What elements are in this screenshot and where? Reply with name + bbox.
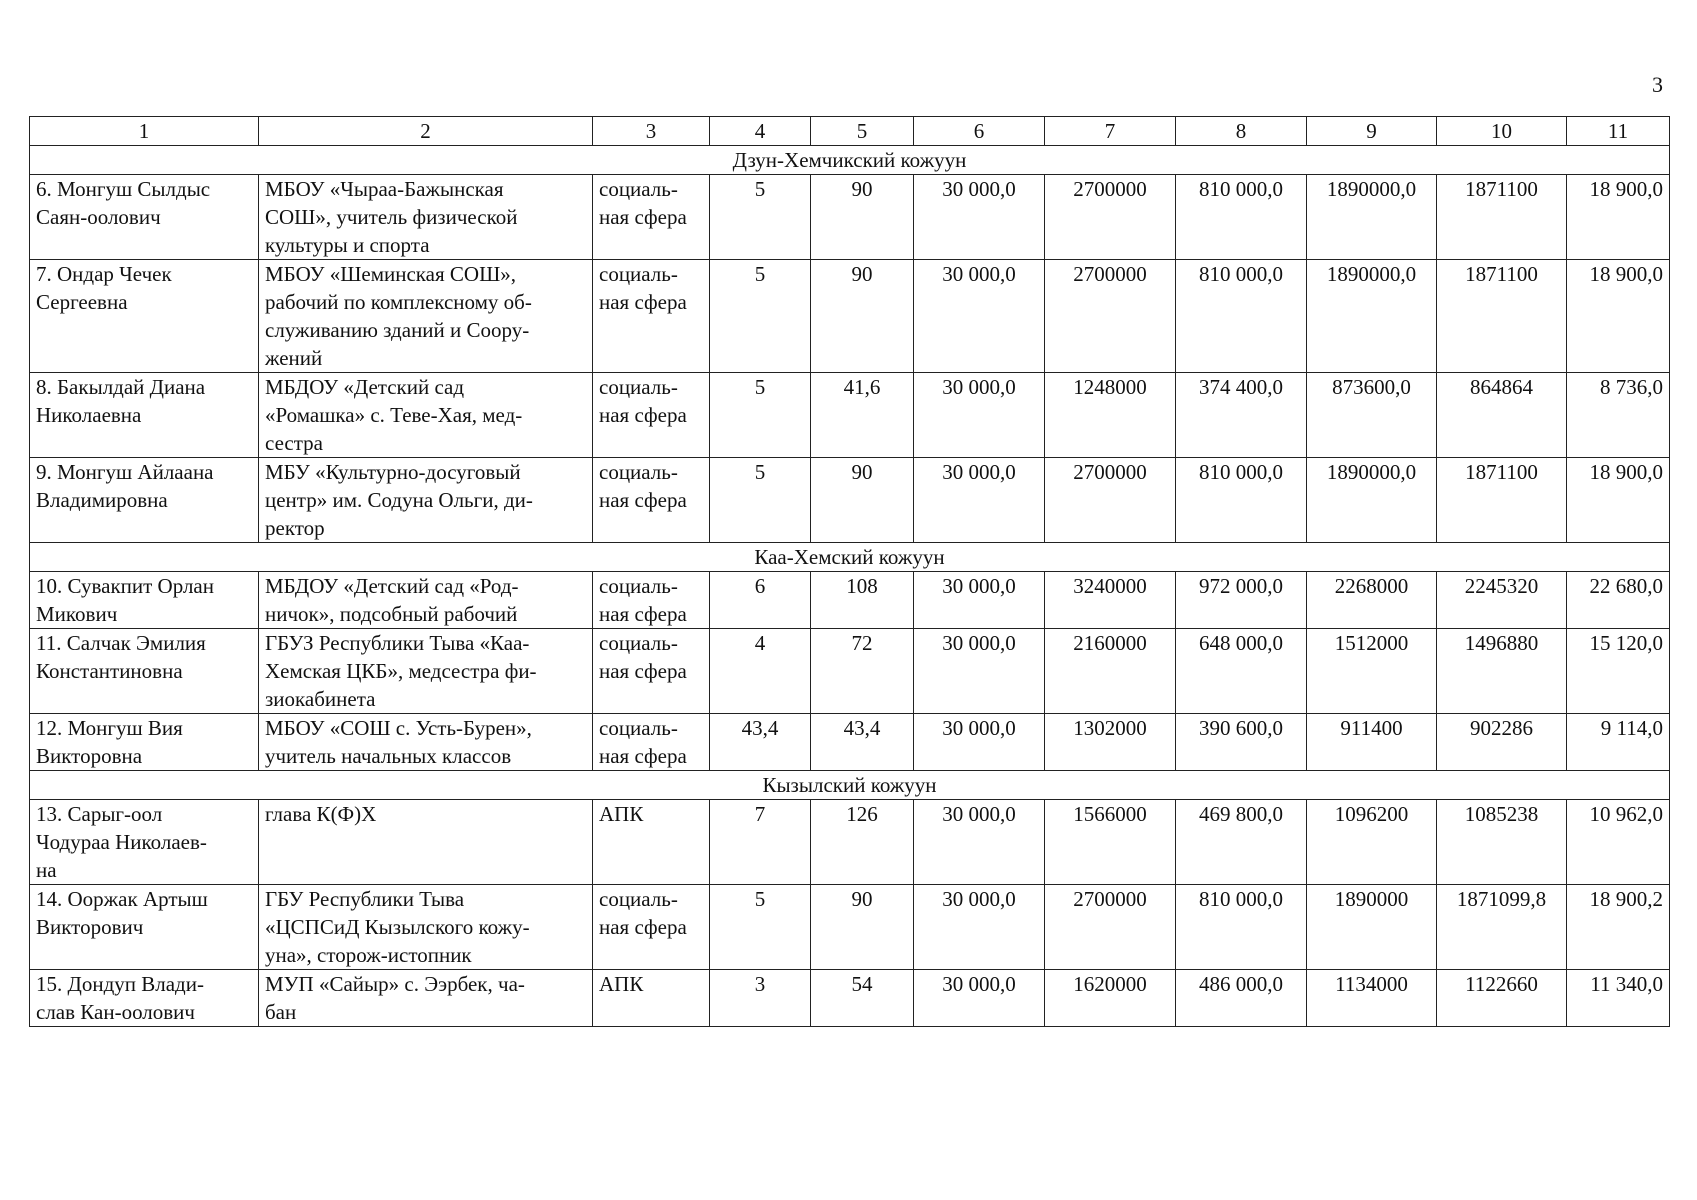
cell-line: ная сфера <box>599 602 687 626</box>
value-cell-c10: 1122660 <box>1437 970 1567 1027</box>
value-cell-c6: 30 000,0 <box>914 629 1045 714</box>
cell-line: Саян-оолович <box>36 205 161 229</box>
value-cell-c8: 469 800,0 <box>1176 800 1307 885</box>
value-cell-c6: 30 000,0 <box>914 800 1045 885</box>
value-cell-c4: 5 <box>710 260 811 373</box>
value-cell-c9: 1890000,0 <box>1307 260 1437 373</box>
person-name-cell <box>30 970 259 1027</box>
value-cell-c11: 11 340,0 <box>1567 970 1670 1027</box>
cell-line: 7. Ондар Чечек <box>36 262 172 286</box>
person-name-cell <box>30 885 259 970</box>
value-cell-c5: 72 <box>811 629 914 714</box>
column-number: 7 <box>1045 117 1176 146</box>
value-cell-c6: 30 000,0 <box>914 714 1045 771</box>
value-cell-c9: 873600,0 <box>1307 373 1437 458</box>
value-cell-c4: 5 <box>710 373 811 458</box>
value-cell-c5: 90 <box>811 885 914 970</box>
cell-line: ная сфера <box>599 290 687 314</box>
value-cell-c5: 126 <box>811 800 914 885</box>
cell-line: ная сфера <box>599 915 687 939</box>
cell-line: МБДОУ «Детский сад «Род- <box>265 574 519 598</box>
cell-line: ГБУЗ Республики Тыва «Каа- <box>265 631 530 655</box>
value-cell-c11: 18 900,0 <box>1567 458 1670 543</box>
table-row <box>30 458 1670 543</box>
value-cell-c7: 2700000 <box>1045 260 1176 373</box>
table-row <box>30 885 1670 970</box>
value-cell-c11: 8 736,0 <box>1567 373 1670 458</box>
value-cell-c7: 2700000 <box>1045 175 1176 260</box>
cell-line: ничок», подсобный рабочий <box>265 602 518 626</box>
column-number: 4 <box>710 117 811 146</box>
value-cell-c6: 30 000,0 <box>914 970 1045 1027</box>
cell-line: ректор <box>265 516 325 540</box>
value-cell-c10: 1871099,8 <box>1437 885 1567 970</box>
cell-line: МБУ «Культурно-досуговый <box>265 460 521 484</box>
value-cell-c9: 1890000 <box>1307 885 1437 970</box>
table-row <box>30 714 1670 771</box>
value-cell-c8: 810 000,0 <box>1176 458 1307 543</box>
value-cell-c7: 1302000 <box>1045 714 1176 771</box>
value-cell-c10: 902286 <box>1437 714 1567 771</box>
value-cell-c8: 972 000,0 <box>1176 572 1307 629</box>
value-cell-c6: 30 000,0 <box>914 175 1045 260</box>
cell-line: Чодураа Николаев- <box>36 830 207 854</box>
cell-line: социаль- <box>599 716 678 740</box>
table-row <box>30 260 1670 373</box>
cell-line: бан <box>265 1000 297 1024</box>
value-cell-c6: 30 000,0 <box>914 572 1045 629</box>
organization-cell <box>259 373 593 458</box>
value-cell-c10: 1871100 <box>1437 175 1567 260</box>
organization-cell <box>259 572 593 629</box>
value-cell-c9: 1512000 <box>1307 629 1437 714</box>
cell-line: социаль- <box>599 262 678 286</box>
organization-cell <box>259 629 593 714</box>
person-name-cell <box>30 572 259 629</box>
value-cell-c8: 810 000,0 <box>1176 885 1307 970</box>
person-name-cell <box>30 373 259 458</box>
value-cell-c4: 6 <box>710 572 811 629</box>
cell-line: «ЦСПСиД Кызылского кожу- <box>265 915 530 939</box>
column-number: 2 <box>259 117 593 146</box>
value-cell-c7: 2160000 <box>1045 629 1176 714</box>
value-cell-c6: 30 000,0 <box>914 885 1045 970</box>
value-cell-c9: 1096200 <box>1307 800 1437 885</box>
table-row <box>30 175 1670 260</box>
sphere-cell <box>593 260 710 373</box>
cell-line: Викторовна <box>36 744 143 768</box>
value-cell-c7: 2700000 <box>1045 885 1176 970</box>
cell-line: Константиновна <box>36 659 183 683</box>
table-row <box>30 800 1670 885</box>
column-number: 1 <box>30 117 259 146</box>
column-number-row <box>30 117 1670 146</box>
value-cell-c4: 4 <box>710 629 811 714</box>
value-cell-c7: 3240000 <box>1045 572 1176 629</box>
value-cell-c5: 90 <box>811 458 914 543</box>
cell-line: СОШ», учитель физической <box>265 205 518 229</box>
person-name-cell <box>30 175 259 260</box>
cell-line: АПК <box>599 972 644 996</box>
organization-cell <box>259 970 593 1027</box>
cell-line: центр» им. Содуна Ольги, ди- <box>265 488 533 512</box>
cell-line: МБОУ «Чыраа-Бажынская <box>265 177 504 201</box>
value-cell-c7: 1620000 <box>1045 970 1176 1027</box>
value-cell-c8: 810 000,0 <box>1176 175 1307 260</box>
cell-line: Сергеевна <box>36 290 128 314</box>
value-cell-c4: 3 <box>710 970 811 1027</box>
person-name-cell <box>30 800 259 885</box>
value-cell-c7: 1248000 <box>1045 373 1176 458</box>
organization-cell <box>259 885 593 970</box>
value-cell-c5: 41,6 <box>811 373 914 458</box>
cell-line: ная сфера <box>599 488 687 512</box>
section-row <box>30 146 1670 175</box>
cell-line: социаль- <box>599 375 678 399</box>
value-cell-c8: 648 000,0 <box>1176 629 1307 714</box>
cell-line: социаль- <box>599 574 678 598</box>
organization-cell <box>259 800 593 885</box>
value-cell-c11: 22 680,0 <box>1567 572 1670 629</box>
cell-line: Микович <box>36 602 118 626</box>
value-cell-c8: 390 600,0 <box>1176 714 1307 771</box>
data-table <box>29 116 1670 1027</box>
cell-line: социаль- <box>599 460 678 484</box>
value-cell-c5: 43,4 <box>811 714 914 771</box>
section-row <box>30 543 1670 572</box>
cell-line: ная сфера <box>599 744 687 768</box>
cell-line: служиванию зданий и Соору- <box>265 318 530 342</box>
sphere-cell <box>593 885 710 970</box>
organization-cell <box>259 714 593 771</box>
cell-line: 13. Сарыг-оол <box>36 802 163 826</box>
value-cell-c4: 43,4 <box>710 714 811 771</box>
person-name-cell <box>30 458 259 543</box>
column-number: 5 <box>811 117 914 146</box>
organization-cell <box>259 458 593 543</box>
value-cell-c5: 90 <box>811 260 914 373</box>
value-cell-c5: 108 <box>811 572 914 629</box>
value-cell-c10: 1496880 <box>1437 629 1567 714</box>
cell-line: учитель начальных классов <box>265 744 512 768</box>
value-cell-c9: 1890000,0 <box>1307 175 1437 260</box>
table-row <box>30 629 1670 714</box>
section-row <box>30 771 1670 800</box>
sphere-cell <box>593 458 710 543</box>
cell-line: 10. Сувакпит Орлан <box>36 574 214 598</box>
cell-line: 6. Монгуш Сылдыс <box>36 177 211 201</box>
cell-line: слав Кан-оолович <box>36 1000 195 1024</box>
value-cell-c4: 5 <box>710 885 811 970</box>
sphere-cell <box>593 629 710 714</box>
cell-line: МБОУ «СОШ с. Усть-Бурен», <box>265 716 532 740</box>
cell-line: «Ромашка» с. Теве-Хая, мед- <box>265 403 523 427</box>
column-number: 3 <box>593 117 710 146</box>
value-cell-c4: 7 <box>710 800 811 885</box>
organization-cell <box>259 260 593 373</box>
cell-line: 8. Бакылдай Диана <box>36 375 206 399</box>
value-cell-c11: 18 900,0 <box>1567 175 1670 260</box>
cell-line: ная сфера <box>599 205 687 229</box>
person-name-cell <box>30 629 259 714</box>
value-cell-c11: 15 120,0 <box>1567 629 1670 714</box>
cell-line: Хемская ЦКБ», медсестра фи- <box>265 659 537 683</box>
cell-line: социаль- <box>599 631 678 655</box>
sphere-cell <box>593 373 710 458</box>
value-cell-c9: 1890000,0 <box>1307 458 1437 543</box>
sphere-cell <box>593 970 710 1027</box>
value-cell-c9: 911400 <box>1307 714 1437 771</box>
column-number: 6 <box>914 117 1045 146</box>
cell-line: глава К(Ф)Х <box>265 802 377 826</box>
value-cell-c7: 1566000 <box>1045 800 1176 885</box>
value-cell-c10: 864864 <box>1437 373 1567 458</box>
value-cell-c7: 2700000 <box>1045 458 1176 543</box>
sphere-cell <box>593 175 710 260</box>
table-row <box>30 373 1670 458</box>
cell-line: МБОУ «Шеминская СОШ», <box>265 262 517 286</box>
sphere-cell <box>593 714 710 771</box>
value-cell-c11: 18 900,0 <box>1567 260 1670 373</box>
cell-line: 11. Салчак Эмилия <box>36 631 206 655</box>
page-number: 3 <box>1652 72 1663 97</box>
sphere-cell <box>593 572 710 629</box>
value-cell-c6: 30 000,0 <box>914 373 1045 458</box>
cell-line: социаль- <box>599 177 678 201</box>
value-cell-c11: 9 114,0 <box>1567 714 1670 771</box>
column-number: 8 <box>1176 117 1307 146</box>
value-cell-c9: 2268000 <box>1307 572 1437 629</box>
value-cell-c8: 810 000,0 <box>1176 260 1307 373</box>
cell-line: 12. Монгуш Вия <box>36 716 183 740</box>
section-title: Каа-Хемский кожуун <box>30 543 1670 572</box>
value-cell-c4: 5 <box>710 175 811 260</box>
column-number: 9 <box>1307 117 1437 146</box>
cell-line: АПК <box>599 802 644 826</box>
column-number: 10 <box>1437 117 1567 146</box>
value-cell-c4: 5 <box>710 458 811 543</box>
value-cell-c10: 1085238 <box>1437 800 1567 885</box>
cell-line: ная сфера <box>599 659 687 683</box>
cell-line: 14. Ооржак Артыш <box>36 887 208 911</box>
cell-line: ГБУ Республики Тыва <box>265 887 465 911</box>
cell-line: 9. Монгуш Айлаана <box>36 460 214 484</box>
value-cell-c8: 374 400,0 <box>1176 373 1307 458</box>
cell-line: культуры и спорта <box>265 233 430 257</box>
value-cell-c10: 1871100 <box>1437 458 1567 543</box>
section-title: Кызылский кожуун <box>30 771 1670 800</box>
cell-line: Владимировна <box>36 488 168 512</box>
cell-line: уна», сторож-истопник <box>265 943 472 967</box>
value-cell-c10: 2245320 <box>1437 572 1567 629</box>
cell-line: социаль- <box>599 887 678 911</box>
table-row <box>30 970 1670 1027</box>
value-cell-c9: 1134000 <box>1307 970 1437 1027</box>
person-name-cell <box>30 714 259 771</box>
sphere-cell <box>593 800 710 885</box>
value-cell-c11: 18 900,2 <box>1567 885 1670 970</box>
value-cell-c8: 486 000,0 <box>1176 970 1307 1027</box>
value-cell-c5: 54 <box>811 970 914 1027</box>
person-name-cell <box>30 260 259 373</box>
cell-line: МБДОУ «Детский сад <box>265 375 465 399</box>
section-title: Дзун-Хемчикский кожуун <box>30 146 1670 175</box>
cell-line: на <box>36 858 57 882</box>
value-cell-c10: 1871100 <box>1437 260 1567 373</box>
cell-line: жений <box>265 346 323 370</box>
cell-line: Николаевна <box>36 403 142 427</box>
cell-line: 15. Дондуп Влади- <box>36 972 204 996</box>
column-number: 11 <box>1567 117 1670 146</box>
cell-line: Викторович <box>36 915 144 939</box>
value-cell-c11: 10 962,0 <box>1567 800 1670 885</box>
cell-line: сестра <box>265 431 323 455</box>
cell-line: ная сфера <box>599 403 687 427</box>
value-cell-c6: 30 000,0 <box>914 260 1045 373</box>
cell-line: рабочий по комплексному об- <box>265 290 532 314</box>
table-row <box>30 572 1670 629</box>
value-cell-c5: 90 <box>811 175 914 260</box>
cell-line: МУП «Сайыр» с. Ээрбек, ча- <box>265 972 525 996</box>
value-cell-c6: 30 000,0 <box>914 458 1045 543</box>
cell-line: зиокабинета <box>265 687 376 711</box>
organization-cell <box>259 175 593 260</box>
